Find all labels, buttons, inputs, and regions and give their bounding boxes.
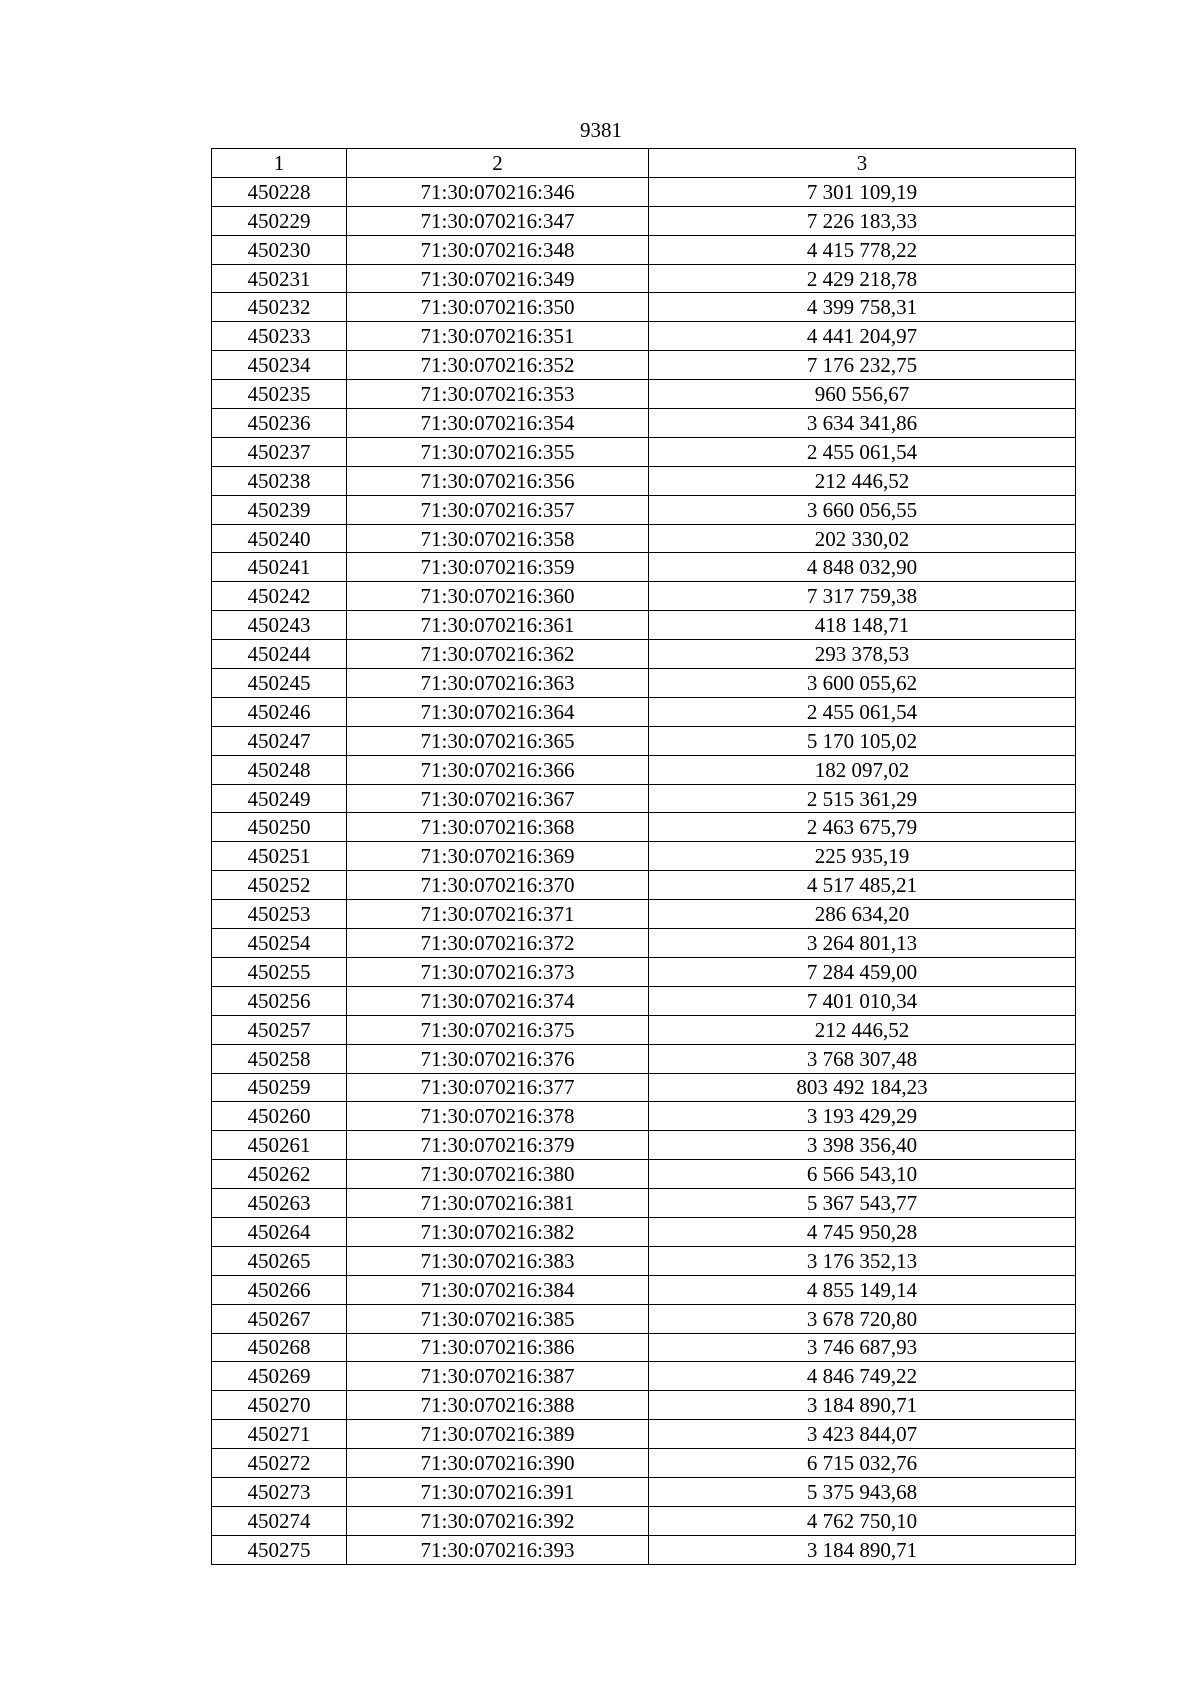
cadastral-number-cell: 71:30:070216:353	[347, 380, 649, 409]
value-cell: 286 634,20	[649, 900, 1076, 929]
row-number-cell: 450241	[212, 553, 347, 582]
value-cell: 6 566 543,10	[649, 1160, 1076, 1189]
row-number-cell: 450243	[212, 611, 347, 640]
value-cell: 4 848 032,90	[649, 553, 1076, 582]
value-cell: 3 398 356,40	[649, 1131, 1076, 1160]
value-cell: 202 330,02	[649, 524, 1076, 553]
table-row	[212, 813, 1076, 842]
table-row	[212, 1449, 1076, 1478]
table-row	[212, 1477, 1076, 1506]
table-row	[212, 553, 1076, 582]
cadastral-number-cell: 71:30:070216:358	[347, 524, 649, 553]
value-cell: 6 715 032,76	[649, 1449, 1076, 1478]
value-cell: 3 264 801,13	[649, 929, 1076, 958]
cadastral-number-cell: 71:30:070216:361	[347, 611, 649, 640]
row-number-cell: 450229	[212, 206, 347, 235]
value-cell: 4 441 204,97	[649, 322, 1076, 351]
value-cell: 803 492 184,23	[649, 1073, 1076, 1102]
value-cell: 4 846 749,22	[649, 1362, 1076, 1391]
table-row	[212, 264, 1076, 293]
row-number-cell: 450235	[212, 380, 347, 409]
table-row	[212, 322, 1076, 351]
table-row	[212, 1506, 1076, 1535]
value-cell: 3 678 720,80	[649, 1304, 1076, 1333]
row-number-cell: 450257	[212, 1015, 347, 1044]
value-cell: 5 367 543,77	[649, 1189, 1076, 1218]
cadastral-number-cell: 71:30:070216:383	[347, 1246, 649, 1275]
cadastral-table	[211, 148, 1076, 1565]
row-number-cell: 450272	[212, 1449, 347, 1478]
table-row	[212, 1420, 1076, 1449]
cadastral-number-cell: 71:30:070216:385	[347, 1304, 649, 1333]
cadastral-number-cell: 71:30:070216:371	[347, 900, 649, 929]
cadastral-number-cell: 71:30:070216:374	[347, 986, 649, 1015]
cadastral-number-cell: 71:30:070216:372	[347, 929, 649, 958]
table-row	[212, 495, 1076, 524]
table-row	[212, 1189, 1076, 1218]
cadastral-number-cell: 71:30:070216:366	[347, 755, 649, 784]
table-row	[212, 380, 1076, 409]
cadastral-number-cell: 71:30:070216:393	[347, 1535, 649, 1564]
column-header-3: 3	[649, 149, 1076, 178]
row-number-cell: 450237	[212, 437, 347, 466]
table-row	[212, 986, 1076, 1015]
value-cell: 182 097,02	[649, 755, 1076, 784]
row-number-cell: 450239	[212, 495, 347, 524]
row-number-cell: 450245	[212, 669, 347, 698]
cadastral-number-cell: 71:30:070216:379	[347, 1131, 649, 1160]
cadastral-number-cell: 71:30:070216:386	[347, 1333, 649, 1362]
value-cell: 3 184 890,71	[649, 1391, 1076, 1420]
table-row	[212, 293, 1076, 322]
row-number-cell: 450232	[212, 293, 347, 322]
row-number-cell: 450240	[212, 524, 347, 553]
table-row	[212, 697, 1076, 726]
column-header-1: 1	[212, 149, 347, 178]
row-number-cell: 450238	[212, 466, 347, 495]
cadastral-number-cell: 71:30:070216:346	[347, 177, 649, 206]
cadastral-number-cell: 71:30:070216:347	[347, 206, 649, 235]
cadastral-number-cell: 71:30:070216:380	[347, 1160, 649, 1189]
value-cell: 225 935,19	[649, 842, 1076, 871]
row-number-cell: 450264	[212, 1217, 347, 1246]
value-cell: 7 317 759,38	[649, 582, 1076, 611]
row-number-cell: 450244	[212, 640, 347, 669]
row-number-cell: 450231	[212, 264, 347, 293]
cadastral-number-cell: 71:30:070216:389	[347, 1420, 649, 1449]
cadastral-number-cell: 71:30:070216:354	[347, 409, 649, 438]
column-header-2: 2	[347, 149, 649, 178]
value-cell: 2 429 218,78	[649, 264, 1076, 293]
cadastral-number-cell: 71:30:070216:370	[347, 871, 649, 900]
cadastral-number-cell: 71:30:070216:377	[347, 1073, 649, 1102]
row-number-cell: 450254	[212, 929, 347, 958]
value-cell: 4 415 778,22	[649, 235, 1076, 264]
value-cell: 2 463 675,79	[649, 813, 1076, 842]
row-number-cell: 450274	[212, 1506, 347, 1535]
cadastral-number-cell: 71:30:070216:391	[347, 1477, 649, 1506]
table-body	[212, 177, 1076, 1564]
cadastral-number-cell: 71:30:070216:390	[347, 1449, 649, 1478]
table-header-row	[212, 149, 1076, 178]
row-number-cell: 450266	[212, 1275, 347, 1304]
row-number-cell: 450269	[212, 1362, 347, 1391]
row-number-cell: 450246	[212, 697, 347, 726]
cadastral-number-cell: 71:30:070216:364	[347, 697, 649, 726]
row-number-cell: 450262	[212, 1160, 347, 1189]
value-cell: 7 176 232,75	[649, 351, 1076, 380]
table-row	[212, 206, 1076, 235]
row-number-cell: 450275	[212, 1535, 347, 1564]
row-number-cell: 450273	[212, 1477, 347, 1506]
cadastral-number-cell: 71:30:070216:375	[347, 1015, 649, 1044]
table-row	[212, 1073, 1076, 1102]
row-number-cell: 450250	[212, 813, 347, 842]
cadastral-number-cell: 71:30:070216:351	[347, 322, 649, 351]
cadastral-number-cell: 71:30:070216:373	[347, 957, 649, 986]
cadastral-number-cell: 71:30:070216:363	[347, 669, 649, 698]
table-row	[212, 900, 1076, 929]
table-row	[212, 1362, 1076, 1391]
table-row	[212, 1275, 1076, 1304]
table-row	[212, 842, 1076, 871]
value-cell: 3 634 341,86	[649, 409, 1076, 438]
value-cell: 3 176 352,13	[649, 1246, 1076, 1275]
table-row	[212, 611, 1076, 640]
value-cell: 3 768 307,48	[649, 1044, 1076, 1073]
page-number-text: 9381	[580, 118, 622, 142]
table-row	[212, 1304, 1076, 1333]
table-row	[212, 235, 1076, 264]
cadastral-number-cell: 71:30:070216:355	[347, 437, 649, 466]
cadastral-number-cell: 71:30:070216:387	[347, 1362, 649, 1391]
cadastral-number-cell: 71:30:070216:349	[347, 264, 649, 293]
row-number-cell: 450253	[212, 900, 347, 929]
value-cell: 5 375 943,68	[649, 1477, 1076, 1506]
value-cell: 2 455 061,54	[649, 697, 1076, 726]
row-number-cell: 450256	[212, 986, 347, 1015]
row-number-cell: 450265	[212, 1246, 347, 1275]
cadastral-number-cell: 71:30:070216:362	[347, 640, 649, 669]
table-row	[212, 524, 1076, 553]
table-row	[212, 1217, 1076, 1246]
value-cell: 3 600 055,62	[649, 669, 1076, 698]
value-cell: 7 226 183,33	[649, 206, 1076, 235]
cadastral-number-cell: 71:30:070216:359	[347, 553, 649, 582]
table-row	[212, 177, 1076, 206]
table-row	[212, 726, 1076, 755]
cadastral-number-cell: 71:30:070216:368	[347, 813, 649, 842]
cadastral-number-cell: 71:30:070216:367	[347, 784, 649, 813]
cadastral-number-cell: 71:30:070216:384	[347, 1275, 649, 1304]
table-row	[212, 669, 1076, 698]
value-cell: 4 517 485,21	[649, 871, 1076, 900]
value-cell: 293 378,53	[649, 640, 1076, 669]
row-number-cell: 450233	[212, 322, 347, 351]
value-cell: 7 401 010,34	[649, 986, 1076, 1015]
value-cell: 4 745 950,28	[649, 1217, 1076, 1246]
value-cell: 3 193 429,29	[649, 1102, 1076, 1131]
table-row	[212, 784, 1076, 813]
value-cell: 2 455 061,54	[649, 437, 1076, 466]
cadastral-number-cell: 71:30:070216:365	[347, 726, 649, 755]
table-row	[212, 437, 1076, 466]
row-number-cell: 450248	[212, 755, 347, 784]
row-number-cell: 450247	[212, 726, 347, 755]
table-row	[212, 351, 1076, 380]
row-number-cell: 450263	[212, 1189, 347, 1218]
cadastral-number-cell: 71:30:070216:356	[347, 466, 649, 495]
row-number-cell: 450267	[212, 1304, 347, 1333]
value-cell: 212 446,52	[649, 1015, 1076, 1044]
row-number-cell: 450261	[212, 1131, 347, 1160]
row-number-cell: 450259	[212, 1073, 347, 1102]
cadastral-number-cell: 71:30:070216:348	[347, 235, 649, 264]
table-row	[212, 1131, 1076, 1160]
row-number-cell: 450236	[212, 409, 347, 438]
table-row	[212, 582, 1076, 611]
table-row	[212, 1102, 1076, 1131]
row-number-cell: 450230	[212, 235, 347, 264]
table-row	[212, 1333, 1076, 1362]
cadastral-number-cell: 71:30:070216:369	[347, 842, 649, 871]
table-row	[212, 1015, 1076, 1044]
value-cell: 3 746 687,93	[649, 1333, 1076, 1362]
cadastral-number-cell: 71:30:070216:392	[347, 1506, 649, 1535]
table-row	[212, 409, 1076, 438]
row-number-cell: 450258	[212, 1044, 347, 1073]
value-cell: 7 301 109,19	[649, 177, 1076, 206]
row-number-cell: 450260	[212, 1102, 347, 1131]
row-number-cell: 450242	[212, 582, 347, 611]
row-number-cell: 450252	[212, 871, 347, 900]
value-cell: 212 446,52	[649, 466, 1076, 495]
table-row	[212, 1246, 1076, 1275]
row-number-cell: 450249	[212, 784, 347, 813]
cadastral-number-cell: 71:30:070216:376	[347, 1044, 649, 1073]
row-number-cell: 450255	[212, 957, 347, 986]
table-row	[212, 1391, 1076, 1420]
table-row	[212, 640, 1076, 669]
cadastral-number-cell: 71:30:070216:350	[347, 293, 649, 322]
value-cell: 4 399 758,31	[649, 293, 1076, 322]
value-cell: 418 148,71	[649, 611, 1076, 640]
value-cell: 3 660 056,55	[649, 495, 1076, 524]
table-row	[212, 1044, 1076, 1073]
page-number	[0, 117, 1200, 143]
table-row	[212, 957, 1076, 986]
value-cell: 3 184 890,71	[649, 1535, 1076, 1564]
cadastral-number-cell: 71:30:070216:357	[347, 495, 649, 524]
value-cell: 4 855 149,14	[649, 1275, 1076, 1304]
value-cell: 960 556,67	[649, 380, 1076, 409]
value-cell: 7 284 459,00	[649, 957, 1076, 986]
row-number-cell: 450270	[212, 1391, 347, 1420]
cadastral-number-cell: 71:30:070216:352	[347, 351, 649, 380]
table-row	[212, 1535, 1076, 1564]
table-row	[212, 929, 1076, 958]
row-number-cell: 450228	[212, 177, 347, 206]
row-number-cell: 450251	[212, 842, 347, 871]
value-cell: 5 170 105,02	[649, 726, 1076, 755]
value-cell: 3 423 844,07	[649, 1420, 1076, 1449]
value-cell: 2 515 361,29	[649, 784, 1076, 813]
cadastral-number-cell: 71:30:070216:388	[347, 1391, 649, 1420]
cadastral-number-cell: 71:30:070216:382	[347, 1217, 649, 1246]
table-row	[212, 466, 1076, 495]
cadastral-number-cell: 71:30:070216:360	[347, 582, 649, 611]
row-number-cell: 450234	[212, 351, 347, 380]
cadastral-number-cell: 71:30:070216:381	[347, 1189, 649, 1218]
table-row	[212, 871, 1076, 900]
value-cell: 4 762 750,10	[649, 1506, 1076, 1535]
cadastral-number-cell: 71:30:070216:378	[347, 1102, 649, 1131]
table-row	[212, 1160, 1076, 1189]
table-row	[212, 755, 1076, 784]
row-number-cell: 450271	[212, 1420, 347, 1449]
row-number-cell: 450268	[212, 1333, 347, 1362]
